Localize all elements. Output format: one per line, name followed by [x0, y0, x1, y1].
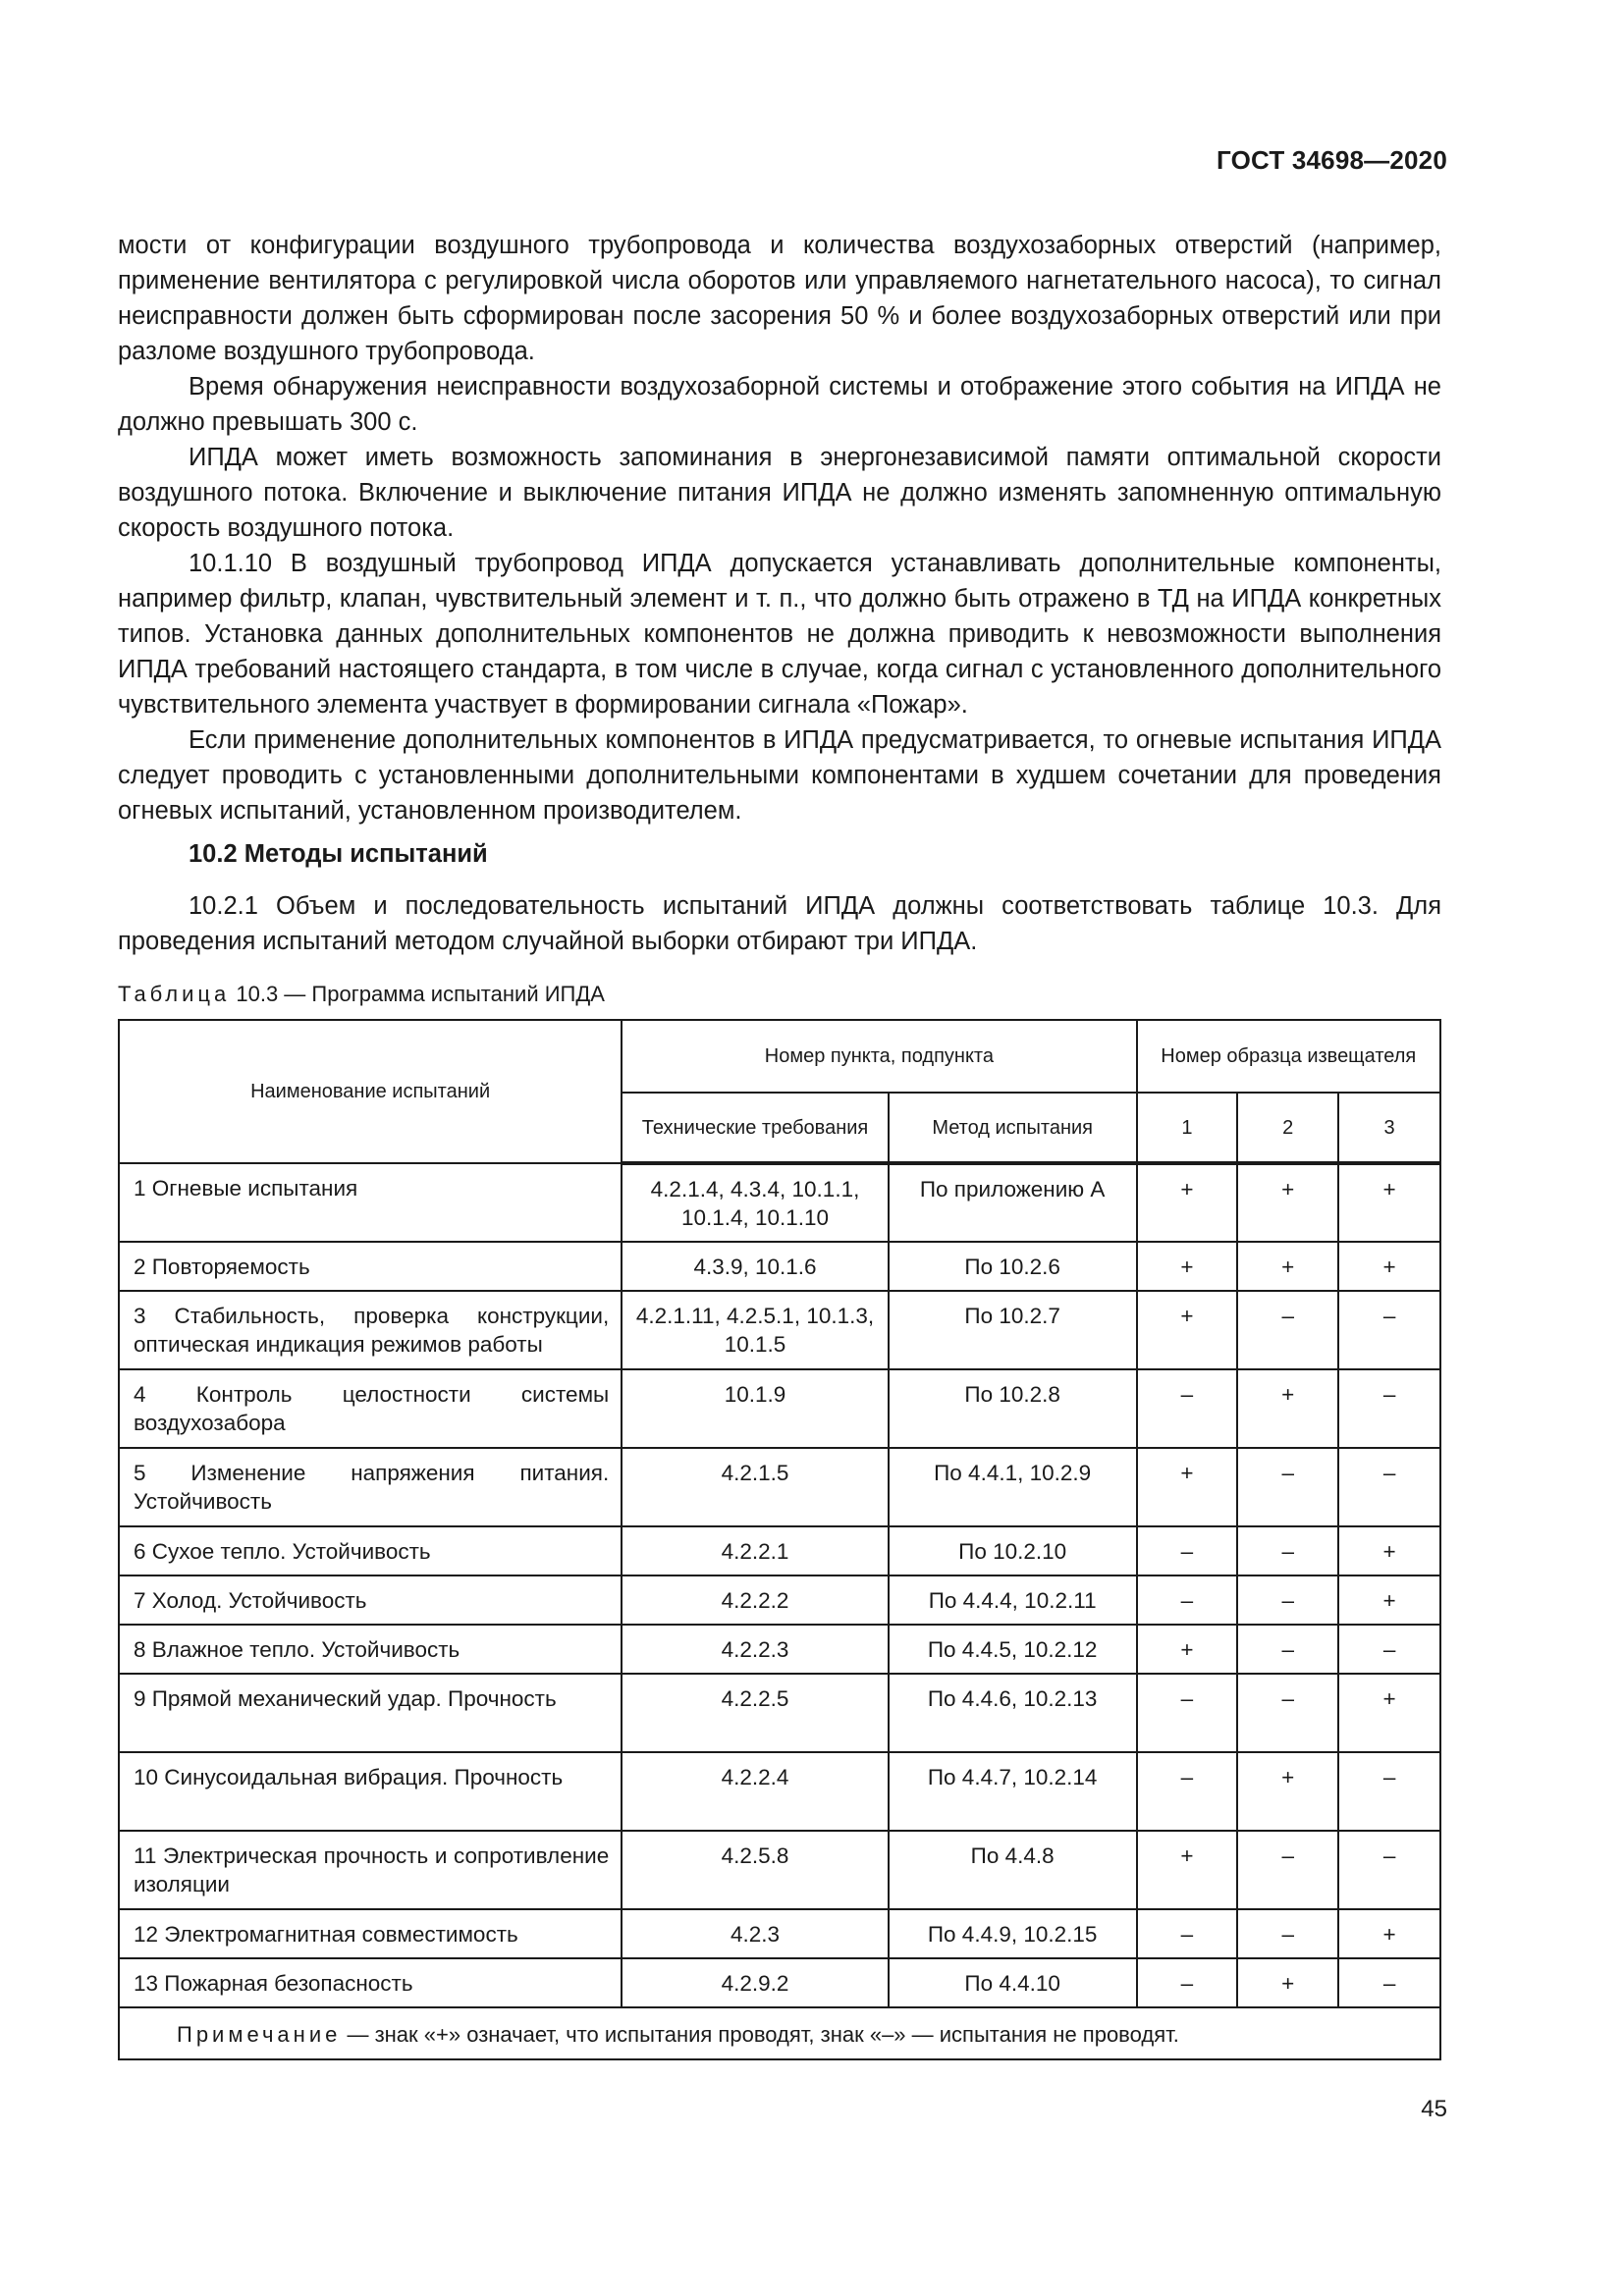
cell-method: По 4.4.7, 10.2.14: [889, 1752, 1137, 1831]
cell-sample-1: +: [1137, 1163, 1238, 1242]
cell-sample-3: +: [1338, 1674, 1440, 1752]
table-row: [119, 1752, 1440, 1831]
section-text: [118, 888, 1441, 959]
table-row: [119, 1369, 1440, 1448]
cell-method: По приложению А: [889, 1163, 1137, 1242]
header-requirements: Технические требования: [622, 1093, 889, 1163]
cell-requirements: 4.2.1.11, 4.2.5.1, 10.1.3, 10.1.5: [622, 1291, 889, 1369]
header-clause-group: Номер пункта, подпункта: [622, 1020, 1136, 1093]
cell-sample-2: –: [1237, 1526, 1338, 1575]
cell-requirements: 4.2.1.4, 4.3.4, 10.1.1, 10.1.4, 10.1.10: [622, 1163, 889, 1242]
cell-sample-3: –: [1338, 1448, 1440, 1526]
cell-sample-1: –: [1137, 1526, 1238, 1575]
header-test-name: Наименование испытаний: [119, 1020, 622, 1163]
cell-sample-3: +: [1338, 1575, 1440, 1625]
table-row: [119, 1674, 1440, 1752]
cell-sample-1: –: [1137, 1369, 1238, 1448]
cell-sample-1: –: [1137, 1909, 1238, 1958]
cell-sample-3: +: [1338, 1909, 1440, 1958]
cell-sample-1: –: [1137, 1575, 1238, 1625]
cell-sample-2: –: [1237, 1625, 1338, 1674]
cell-sample-2: –: [1237, 1575, 1338, 1625]
cell-sample-1: +: [1137, 1448, 1238, 1526]
cell-sample-2: –: [1237, 1909, 1338, 1958]
cell-sample-1: –: [1137, 1674, 1238, 1752]
cell-test-name: 1 Огневые испытания: [119, 1163, 622, 1242]
cell-method: По 4.4.4, 10.2.11: [889, 1575, 1137, 1625]
cell-requirements: 4.3.9, 10.1.6: [622, 1242, 889, 1291]
table-row: [119, 1448, 1440, 1526]
cell-sample-3: +: [1338, 1526, 1440, 1575]
cell-requirements: 4.2.2.1: [622, 1526, 889, 1575]
cell-requirements: 4.2.2.4: [622, 1752, 889, 1831]
table-caption-text: 10.3 — Программа испытаний ИПДА: [230, 982, 605, 1006]
header-sample-1: 1: [1137, 1093, 1238, 1163]
cell-sample-3: +: [1338, 1163, 1440, 1242]
cell-sample-2: –: [1237, 1448, 1338, 1526]
standard-code: ГОСТ 34698—2020: [1217, 145, 1447, 175]
test-program-table: [118, 1019, 1441, 2060]
cell-test-name: 12 Электромагнитная совместимость: [119, 1909, 622, 1958]
cell-method: По 10.2.10: [889, 1526, 1137, 1575]
cell-sample-1: –: [1137, 1752, 1238, 1831]
cell-test-name: 6 Сухое тепло. Устойчивость: [119, 1526, 622, 1575]
cell-sample-2: –: [1237, 1674, 1338, 1752]
cell-method: По 4.4.9, 10.2.15: [889, 1909, 1137, 1958]
cell-method: По 4.4.6, 10.2.13: [889, 1674, 1137, 1752]
table-row: [119, 1242, 1440, 1291]
cell-test-name: 2 Повторяемость: [119, 1242, 622, 1291]
header-method: Метод испытания: [889, 1093, 1137, 1163]
table-caption-label: Таблица: [118, 982, 231, 1006]
cell-sample-3: +: [1338, 1242, 1440, 1291]
header-sample-group: Номер образца извещателя: [1137, 1020, 1440, 1093]
table-note-row: [119, 2007, 1440, 2059]
cell-sample-1: +: [1137, 1242, 1238, 1291]
cell-requirements: 4.2.9.2: [622, 1958, 889, 2007]
cell-sample-1: +: [1137, 1291, 1238, 1369]
cell-method: По 4.4.10: [889, 1958, 1137, 2007]
paragraph-detection-time: Время обнаружения неисправности воздухозаборной системы и отображение этого события на ИПДА не должно превышать 300 с.: [118, 373, 1441, 436]
cell-test-name: 3 Стабильность, проверка конструкции, оптическая индикация режимов работы: [119, 1291, 622, 1369]
cell-sample-2: +: [1237, 1242, 1338, 1291]
table-row: [119, 1291, 1440, 1369]
cell-sample-3: –: [1338, 1831, 1440, 1909]
cell-requirements: 4.2.2.3: [622, 1625, 889, 1674]
table-row: [119, 1958, 1440, 2007]
cell-sample-3: –: [1338, 1369, 1440, 1448]
cell-method: По 10.2.6: [889, 1242, 1137, 1291]
cell-sample-2: –: [1237, 1831, 1338, 1909]
cell-test-name: 5 Изменение напряжения питания. Устойчивость: [119, 1448, 622, 1526]
cell-requirements: 4.2.5.8: [622, 1831, 889, 1909]
table-row: [119, 1625, 1440, 1674]
page-number: 45: [1421, 2096, 1447, 2122]
cell-requirements: 10.1.9: [622, 1369, 889, 1448]
table-row: [119, 1163, 1440, 1242]
cell-sample-3: –: [1338, 1291, 1440, 1369]
cell-method: По 4.4.8: [889, 1831, 1137, 1909]
note-text: — знак «+» означает, что испытания проводят, знак «–» — испытания не проводят.: [341, 2022, 1179, 2047]
cell-sample-1: +: [1137, 1625, 1238, 1674]
cell-requirements: 4.2.2.5: [622, 1674, 889, 1752]
cell-sample-1: –: [1137, 1958, 1238, 2007]
cell-method: По 4.4.1, 10.2.9: [889, 1448, 1137, 1526]
paragraph-memory: ИПДА может иметь возможность запоминания в энергонезависимой памяти оптимальной скорости воздушного потока. Включение и выключение питания ИПДА не должно изменять запомненную оптимальную скорость воздушного потока.: [118, 444, 1441, 542]
table-row: [119, 1575, 1440, 1625]
cell-requirements: 4.2.2.2: [622, 1575, 889, 1625]
header-sample-3: 3: [1338, 1093, 1440, 1163]
cell-requirements: 4.2.1.5: [622, 1448, 889, 1526]
cell-sample-2: +: [1237, 1958, 1338, 2007]
paragraph-fire-tests: Если применение дополнительных компонентов в ИПДА предусматривается, то огневые испытания ИПДА следует проводить с установленными дополнительными компонентами в худшем сочетании для проведения огневых испытаний, установленном производителем.: [118, 726, 1441, 825]
cell-test-name: 9 Прямой механический удар. Прочность: [119, 1674, 622, 1752]
table-row: [119, 1909, 1440, 1958]
cell-test-name: 4 Контроль целостности системы воздухозабора: [119, 1369, 622, 1448]
paragraph-10-2-1: 10.2.1 Объем и последовательность испытаний ИПДА должны соответствовать таблице 10.3. Для проведения испытаний методом случайной выборки отбирают три ИПДА.: [118, 892, 1441, 955]
cell-sample-1: +: [1137, 1831, 1238, 1909]
table-row: [119, 1831, 1440, 1909]
cell-sample-2: +: [1237, 1163, 1338, 1242]
cell-requirements: 4.2.3: [622, 1909, 889, 1958]
note-label: Примечание: [177, 2022, 342, 2047]
table-row: [119, 1526, 1440, 1575]
cell-sample-2: +: [1237, 1752, 1338, 1831]
cell-test-name: 11 Электрическая прочность и сопротивление изоляции: [119, 1831, 622, 1909]
table-note: [119, 2007, 1440, 2059]
cell-sample-3: –: [1338, 1625, 1440, 1674]
table-caption: [118, 982, 605, 1007]
cell-method: По 10.2.7: [889, 1291, 1137, 1369]
cell-sample-3: –: [1338, 1958, 1440, 2007]
paragraph-10-1-10: 10.1.10 В воздушный трубопровод ИПДА допускается устанавливать дополнительные компоненты, например фильтр, клапан, чувствительный элемент и т. п., что должно быть отражено в ТД на ИПДА конкретных типов. Установка данных дополнительных компонентов не должна приводить к невозможности выполнения ИПДА требований настоящего стандарта, в том числе в случае, когда сигнал с установленного дополнительного чувствительного элемента участвует в формировании сигнала «Пожар».: [118, 550, 1441, 719]
cell-sample-3: –: [1338, 1752, 1440, 1831]
cell-test-name: 13 Пожарная безопасность: [119, 1958, 622, 2007]
header-sample-2: 2: [1237, 1093, 1338, 1163]
cell-sample-2: +: [1237, 1369, 1338, 1448]
cell-test-name: 7 Холод. Устойчивость: [119, 1575, 622, 1625]
cell-method: По 10.2.8: [889, 1369, 1137, 1448]
cell-test-name: 8 Влажное тепло. Устойчивость: [119, 1625, 622, 1674]
section-heading: 10.2 Методы испытаний: [189, 840, 488, 868]
body-text: [118, 228, 1441, 828]
cell-method: По 4.4.5, 10.2.12: [889, 1625, 1137, 1674]
cell-test-name: 10 Синусоидальная вибрация. Прочность: [119, 1752, 622, 1831]
paragraph-continuation: мости от конфигурации воздушного трубопровода и количества воздухозаборных отверстий (например, применение вентилятора с регулировкой числа оборотов или управляемого нагнетательного насоса), то сигнал неисправности должен быть сформирован после засорения 50 % и более воздухозаборных отверстий или при разломе воздушного трубопровода.: [118, 232, 1441, 365]
cell-sample-2: –: [1237, 1291, 1338, 1369]
